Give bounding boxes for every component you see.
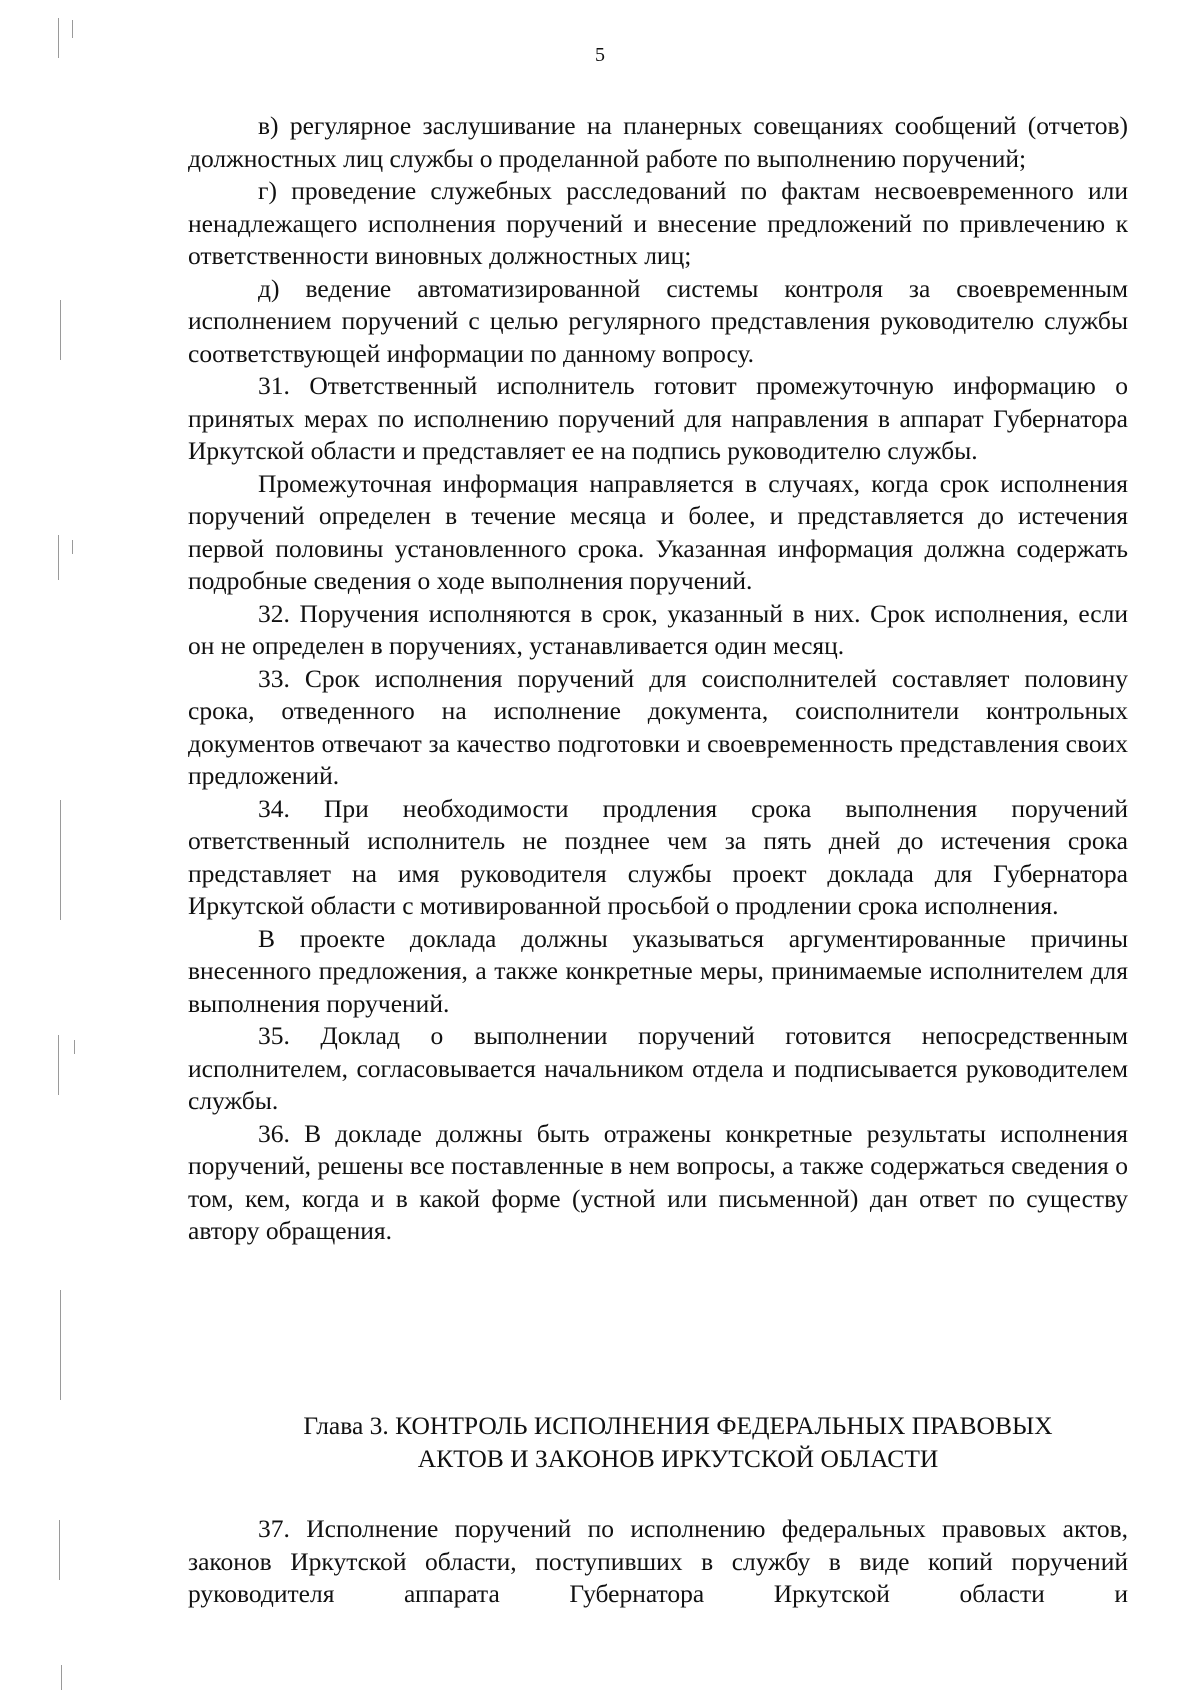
chapter-heading-line-2: АКТОВ И ЗАКОНОВ ИРКУТСКОЙ ОБЛАСТИ (417, 1443, 939, 1473)
paragraph-32: 32. Поручения исполняются в срок, указанный в них. Срок исполнения, если он не определен в поручениях, устанавливается один месяц. (188, 598, 1128, 660)
paragraph-36: 36. В докладе должны быть отражены конкретные результаты исполнения поручений, решены все поставленные в нем вопросы, а также содержаться сведения о том, кем, когда и в какой форме (устной или письменной) дан ответ по существу автору обращения. (188, 1118, 1128, 1245)
paragraph-31: 31. Ответственный исполнитель готовит промежуточную информацию о принятых мерах по исполнению поручений для направления в аппарат Губернатора Иркутской области и представляет ее на подпись руководителю службы. (188, 371, 1128, 465)
chapter-heading (188, 1410, 1128, 1475)
paragraph-31-interim: Промежуточная информация направляется в случаях, когда срок исполнения поручений определен в течение месяца и более, и представляется до истечения первой половины установленного срока. Указанная информация должна содержать подробные сведения о ходе выполнения поручений. (188, 468, 1128, 595)
paragraph-d: д) ведение автоматизированной системы контроля за своевременным исполнением поручений с целью регулярного представления руководителю службы соответствующей информации по данному вопросу. (188, 273, 1128, 368)
paragraph-34: 34. При необходимости продления срока выполнения поручений ответственный исполнитель не позднее чем за пять дней до истечения срока представляет на имя руководителя службы проект доклада для Губернатора Иркутской области с мотивированной просьбой о продлении срока исполнения. (188, 793, 1128, 920)
paragraph-34-draft: В проекте доклада должны указываться аргументированные причины внесенного предложения, а также конкретные меры, принимаемые исполнителем для выполнения поручений. (188, 923, 1128, 1018)
page-number: 5 (595, 44, 605, 66)
document-body (188, 110, 1128, 1248)
document-body-continued (188, 1513, 1128, 1611)
scan-margin-artifacts (56, 0, 86, 1697)
paragraph-v: в) регулярное заслушивание на планерных совещаниях сообщений (отчетов) должностных лиц службы о проделанной работе по выполнению поручений; (188, 111, 1128, 173)
paragraph-33: 33. Срок исполнения поручений для соисполнителей составляет половину срока, отведенного на исполнение документа, соисполнители контрольных документов отвечают за качество подготовки и своевременность представления своих предложений. (188, 663, 1128, 790)
paragraph-35: 35. Доклад о выполнении поручений готовится непосредственным исполнителем, согласовывается начальником отдела и подписывается руководителем службы. (188, 1021, 1128, 1115)
paragraph-37: 37. Исполнение поручений по исполнению федеральных правовых актов, законов Иркутской области, поступивших в службу в виде копий поручений руководителя аппарата Губернатора Иркутской области и (188, 1514, 1128, 1608)
chapter-heading-line-1: Глава 3. КОНТРОЛЬ ИСПОЛНЕНИЯ ФЕДЕРАЛЬНЫХ ПРАВОВЫХ (303, 1411, 1053, 1440)
paragraph-g: г) проведение служебных расследований по фактам несвоевременного или ненадлежащего исполнения поручений и внесение предложений по привлечению к ответственности виновных должностных лиц; (188, 176, 1128, 270)
